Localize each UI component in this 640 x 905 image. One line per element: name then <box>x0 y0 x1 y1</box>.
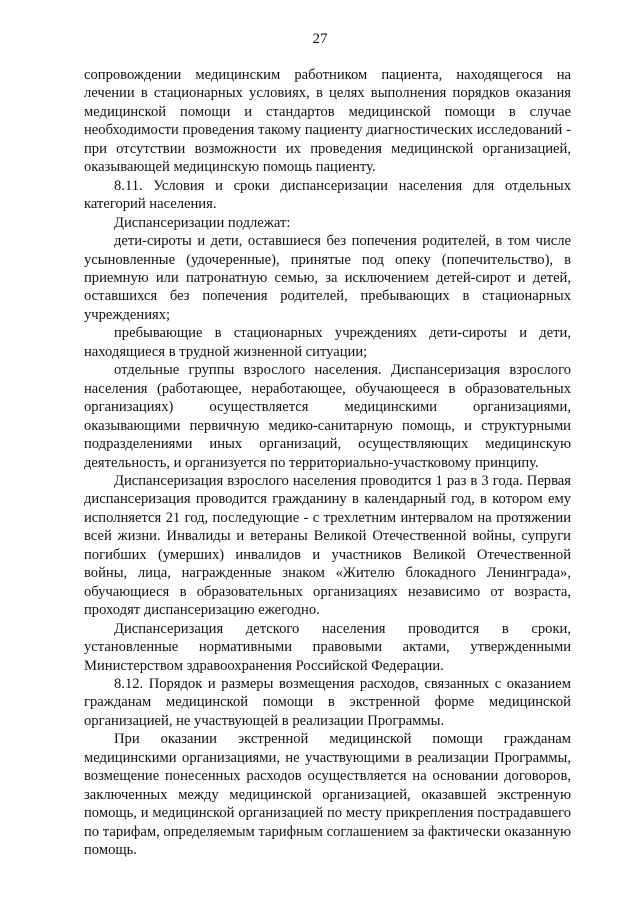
paragraph-7: Диспансеризация взрослого населения проводится 1 раз в 3 года. Первая диспансеризация проводится гражданину в календарный год, в котором ему исполняется 21 год, последующие - с трехлетним интервалом на протяжении всей жизни. Инвалиды и ветераны Великой Отечественной войны, супруги погибших (умерших) инвалидов и участников Великой Отечественной войны, лица, награжденные знаком «Жителю блокадного Ленинграда», обучающиеся в образовательных организациях независимо от возраста, проходят диспансеризацию ежегодно. <box>84 472 571 619</box>
paragraph-9: 8.12. Порядок и размеры возмещения расходов, связанных с оказанием гражданам медицинской помощи в экстренной форме медицинской организацией, не участвующей в реализации Программы. <box>84 675 571 729</box>
paragraph-1: сопровождении медицинским работником пациента, находящегося на лечении в стационарных условиях, в целях выполнения порядков оказания медицинской помощи и стандартов медицинской помощи в случае необходимости проведения такому пациенту диагностических исследований - при отсутствии возможности их проведения медицинской организацией, оказывающей медицинскую помощь пациенту. <box>84 67 571 176</box>
paragraph-5: пребывающие в стационарных учреждениях дети-сироты и дети, находящиеся в трудной жизненной ситуации; <box>84 325 571 360</box>
paragraph-4: дети-сироты и дети, оставшиеся без попечения родителей, в том числе усыновленные (удочеренные), принятые под опеку (попечительство), в приемную или патронатную семью, за исключением детей-сирот и детей, оставшихся без попечения родителей, пребывающих в стационарных учреждениях; <box>84 233 571 323</box>
document-body <box>84 66 571 859</box>
paragraph-3: Диспансеризации подлежат: <box>114 214 291 231</box>
paragraph-10: При оказании экстренной медицинской помощи гражданам медицинскими организациями, не участвующими в реализации Программы, возмещение понесенных расходов осуществляется на основании договоров, заключенных между медицинской организацией, оказавшей экстренную помощь, и медицинской организацией по месту прикрепления пострадавшего по тарифам, определяемым тарифным соглашением за фактически оказанную помощь. <box>84 731 571 859</box>
paragraph-6: отдельные группы взрослого населения. Диспансеризация взрослого населения (работающее, неработающее, обучающееся в образовательных организациях) осуществляется медицинскими организациями, оказывающими первичную медико-санитарную помощь, и структурными подразделениями иных организаций, осуществляющих медицинскую деятельность, и организуется по территориально-участковому принципу. <box>84 362 571 471</box>
paragraph-8: Диспансеризация детского населения проводится в сроки, установленные нормативными правовыми актами, утвержденными Министерством здравоохранения Российской Федерации. <box>84 620 571 674</box>
paragraph-2: 8.11. Условия и сроки диспансеризации населения для отдельных категорий населения. <box>84 177 571 213</box>
page-number: 27 <box>312 31 328 47</box>
